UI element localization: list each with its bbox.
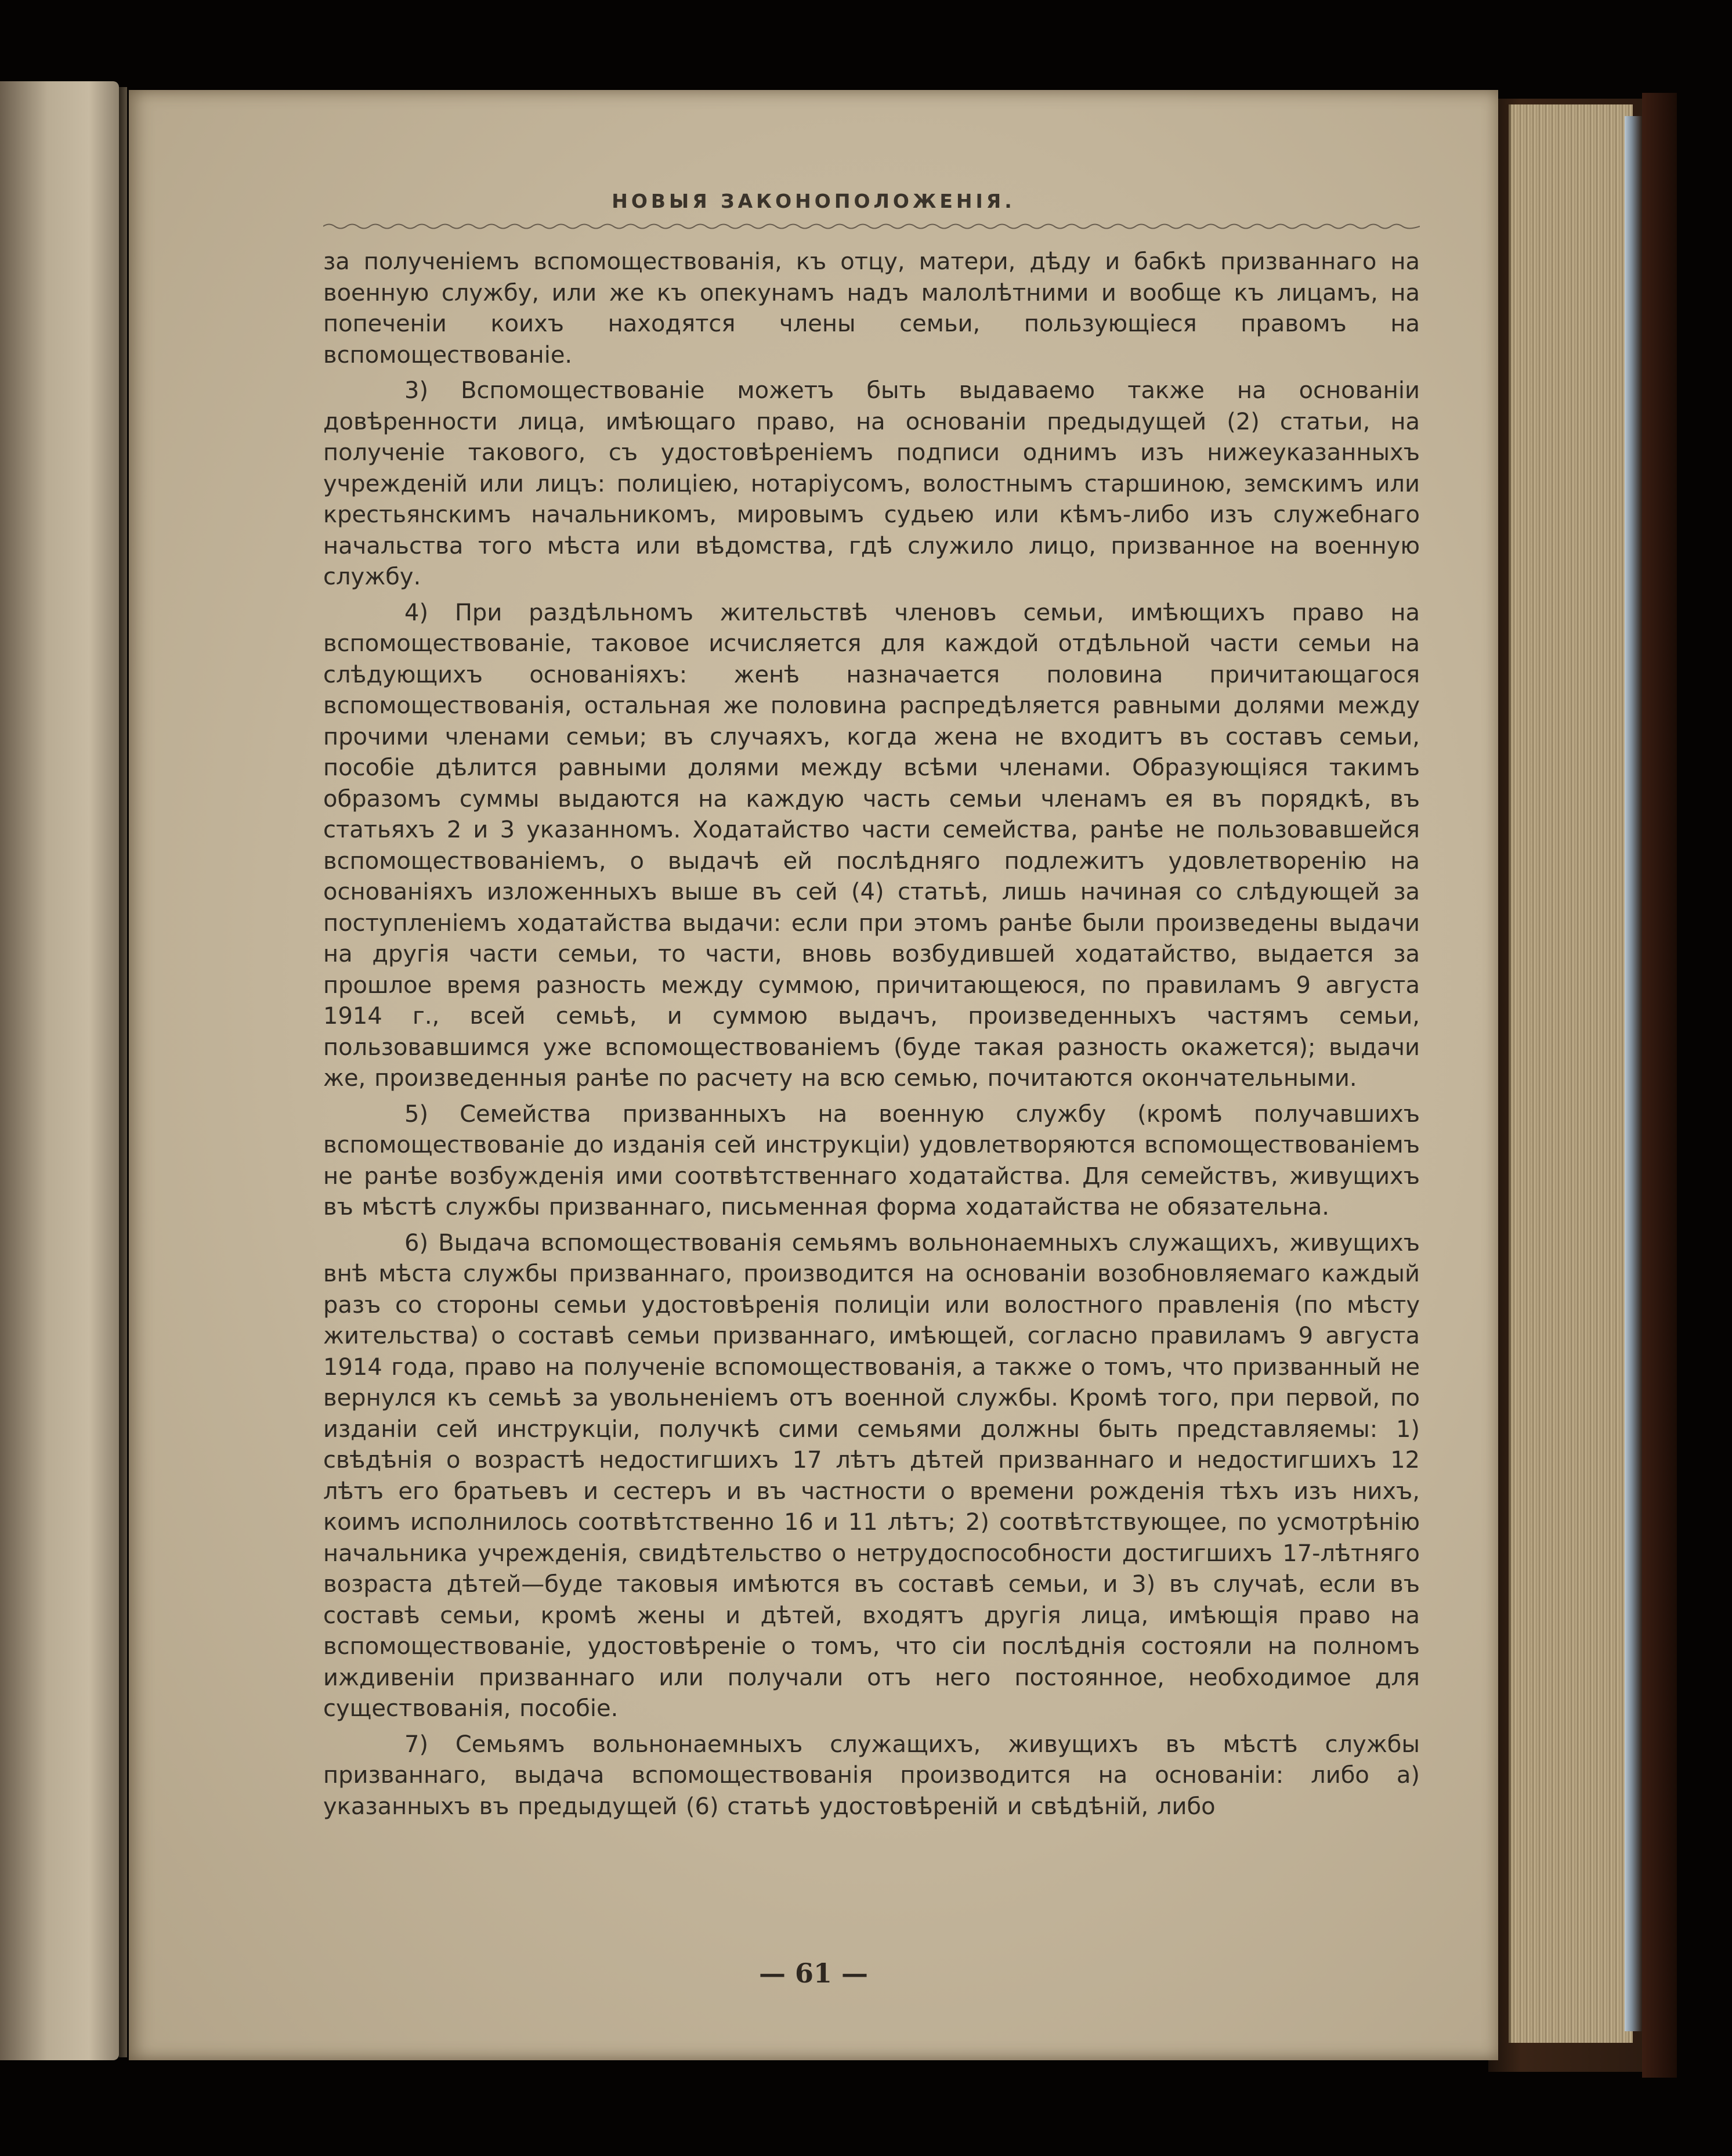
gutter-shadow xyxy=(119,87,127,2057)
decorative-wavy-rule xyxy=(323,222,1420,230)
paragraph-continuation: за полученіемъ вспомоществованія, къ отцу, матери, дѣду и бабкѣ призваннаго на военную службу, или же къ опекунамъ надъ малолѣтними и вообще къ лицамъ, на попеченіи коихъ находятся члены семьи, пользующіеся правомъ на вспомоществованіе. xyxy=(323,248,1420,369)
page-stack-shadow xyxy=(1625,116,1642,2031)
paragraph-article-4: 4) При раздѣльномъ жительствѣ членовъ семьи, имѣющихъ право на вспомоществованіе, таковое исчисляется для каждой отдѣльной части семьи на слѣдующихъ основаніяхъ: женѣ назначается половина причитающагося вспомоществованія, остальная же половина распредѣляется равными долями между прочими членами семьи; въ случаяхъ, когда жена не входитъ въ составъ семьи, пособіе дѣлится равными долями между всѣми членами. Образующіяся такимъ образомъ суммы выдаются на каждую часть семьи членамъ ея въ порядкѣ, въ статьяхъ 2 и 3 указанномъ. Ходатайство части семейства, ранѣе не пользовавшейся вспомоществованіемъ, о выдачѣ ей послѣдняго подлежитъ удовлетворенію на основаніяхъ изложенныхъ выше въ сей (4) статьѣ, лишь начиная со слѣдующей за поступленіемъ ходатайства выдачи: если при этомъ ранѣе были произведены выдачи на другія части семьи, то части, вновь возбудившей ходатайство, выдается за прошлое время разность между суммою, причитающеюся, по правиламъ 9 августа 1914 г., всей семьѣ, и суммою выдачъ, произведенныхъ частямъ семьи, пользовавшимся уже вспомоществованіемъ (буде такая разность окажется); выдачи же, произведенныя ранѣе по расчету на всю семью, почитаются окончательными. xyxy=(323,599,1420,1092)
book-cover-edge xyxy=(1642,93,1677,2078)
left-page-margin xyxy=(0,81,119,2060)
running-title: НОВЫЯ ЗАКОНОПОЛОЖЕНІЯ. xyxy=(612,190,1015,212)
book-page xyxy=(129,90,1498,2060)
body-text xyxy=(323,247,1420,1827)
paragraph-article-3: 3) Вспомоществованіе можетъ быть выдаваемо также на основаніи довѣренности лица, имѣющаго право, на основаніи предыдущей (2) статьи, на полученіе такового, съ удостовѣреніемъ подписи однимъ изъ нижеуказанныхъ учрежденій или лицъ: полиціею, нотаріусомъ, волостнымъ старшиною, земскимъ или крестьянскимъ начальникомъ, мировымъ судьею или кѣмъ-либо изъ служебнаго начальства того мѣста или вѣдомства, гдѣ служило лицо, призванное на военную службу. xyxy=(323,377,1420,590)
page-number: — 61 — xyxy=(758,1958,869,1989)
page-stack-edge xyxy=(1509,104,1633,2043)
paragraph-article-5: 5) Семейства призванныхъ на военную службу (кромѣ получавшихъ вспомоществованіе до изданія сей инструкціи) удовлетворяются вспомоществованіемъ не ранѣе возбужденія ими соотвѣтственнаго ходатайства. Для семействъ, живущихъ въ мѣстѣ службы призваннаго, письменная форма ходатайства не обязательна. xyxy=(323,1100,1420,1220)
paragraph-article-7: 7) Семьямъ вольнонаемныхъ служащихъ, живущихъ въ мѣстѣ службы призваннаго, выдача вспомоществованія производится на основаніи: либо а) указанныхъ въ предыдущей (6) статьѣ удостовѣреній и свѣдѣній, либо xyxy=(323,1731,1420,1820)
paragraph-article-6: 6) Выдача вспомоществованія семьямъ вольнонаемныхъ служащихъ, живущихъ внѣ мѣста службы призваннаго, производится на основаніи возобновляемаго каждый разъ со стороны семьи удостовѣренія полиціи или волостного правленія (по мѣсту жительства) о составѣ семьи призваннаго, имѣющей, согласно правиламъ 9 августа 1914 года, право на полученіе вспомоществованія, а также о томъ, что призванный не вернулся къ семьѣ за увольненіемъ отъ военной службы. Кромѣ того, при первой, по изданіи сей инструкціи, получкѣ сими семьями должны быть представляемы: 1) свѣдѣнія о возрастѣ недостигшихъ 17 лѣтъ дѣтей призваннаго и недостигшихъ 12 лѣтъ его братьевъ и сестеръ и въ частности о времени рожденія тѣхъ изъ нихъ, коимъ исполнилось соотвѣтственно 16 и 11 лѣтъ; 2) соотвѣтствующее, по усмотрѣнію начальника учрежденія, свидѣтельство о нетрудоспособности достигшихъ 17-лѣтняго возраста дѣтей—буде таковыя имѣются въ составѣ семьи, и 3) въ случаѣ, если въ составѣ семьи, кромѣ жены и дѣтей, входятъ другія лица, имѣющія право на вспомоществованіе, удостовѣреніе о томъ, что сіи послѣднія состояли на полномъ иждивеніи призваннаго или получали отъ него постоянное, необходимое для существованія, пособіе. xyxy=(323,1229,1420,1722)
